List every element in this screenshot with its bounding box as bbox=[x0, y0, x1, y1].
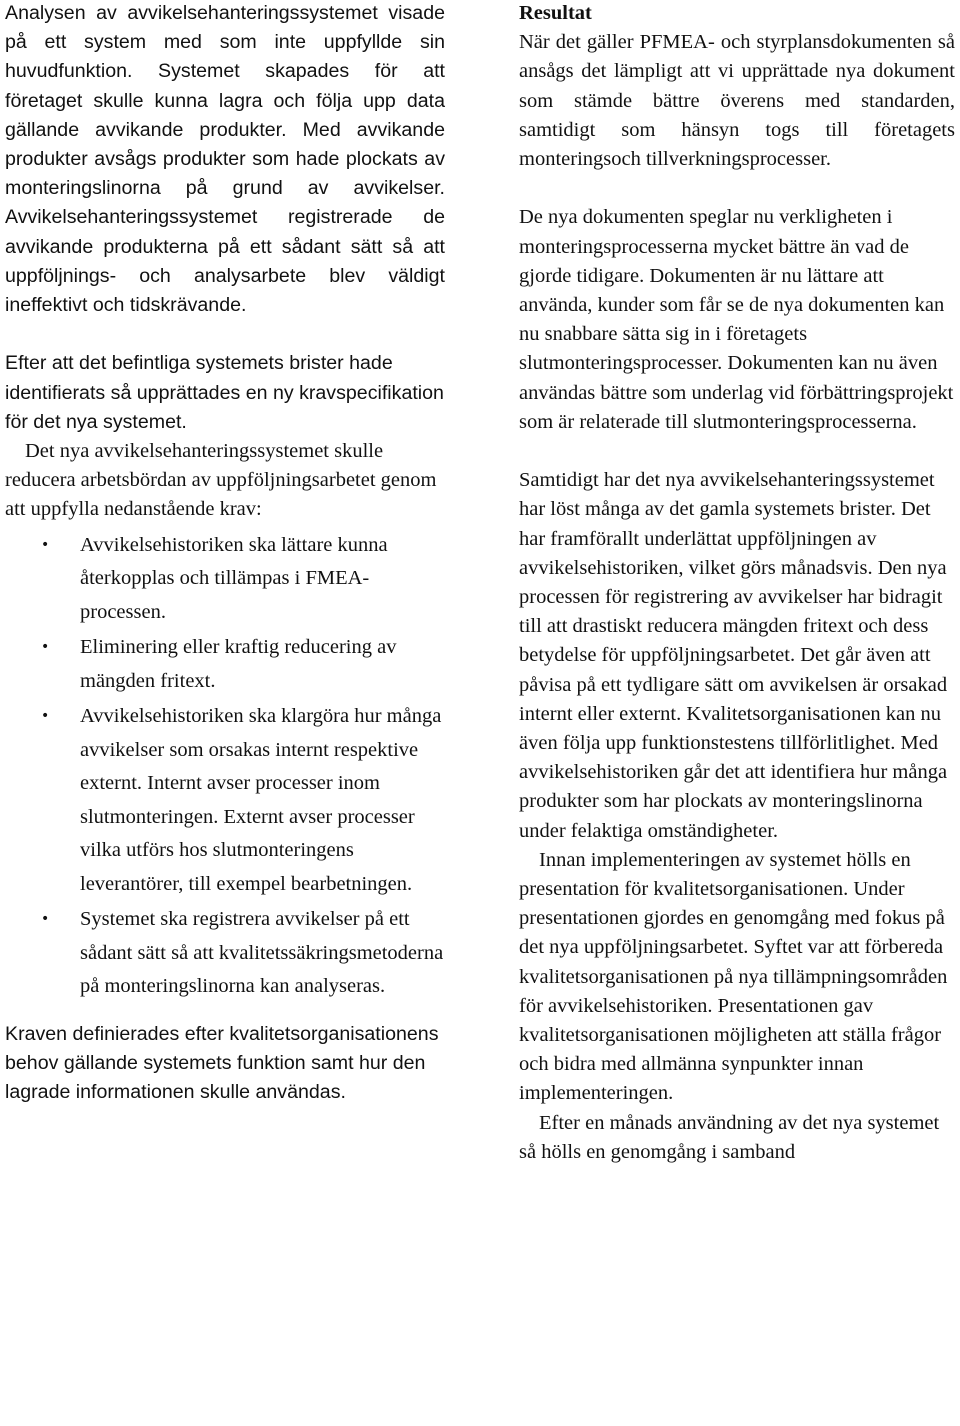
paragraph-new-documents: De nya dokumenten speglar nu verkligheten i monteringsprocesserna mycket bättre än vad de gjorde tidigare. Dokumenten är nu lättare att använda, kunder som får se de nya dokumenten kan nu snabbare sätta sig in i företagets slutmonteringsprocesser. Dokumenten kan nu även användas bättre som underlag vid förbättringsprojekt som är relaterade till slutmonteringsprocesserna. bbox=[519, 206, 954, 433]
right-column bbox=[519, 0, 955, 1167]
paragraph-analysis: Analysen av avvikelsehanteringssystemet visade på ett system med som inte uppfyllde sin huvudfunktion. Systemet skapades för att företaget skulle kunna lagra och följa upp data gällande avvikande produkter. Med avvikande produkter avsågs produkter som hade plockats av monteringslinorna på grund av avvikelser. Avvikelsehanteringssystemet registrerade de avvikande produkterna på ett sådant sätt så att uppföljnings- och analysarbete blev väldigt ineffektivt och tidskrävande. bbox=[5, 2, 445, 317]
paragraph-new-system-results: Samtidigt har det nya avvikelsehanteringssystemet har löst många av det gamla systemets brister. Det har framförallt underlättat uppföljningen av avvikelsehistoriken, vilket görs månadsvis. Den nya processen för registrering av avvikelser har bidragit till att drastiskt reducera mängden fritext och dess betydelse för uppföljningsarbetet. Det går även att påvisa på ett tydligare sätt om avvikelsen är orsakad internt eller externt. Kvalitetsorganisationen kan nu även följa upp funktionstestens tillförlitlighet. Med avvikelsehistoriken går det att identifiera hur många produkter som har plockats av monteringslinorna under felaktiga omständigheter. bbox=[519, 469, 948, 842]
paragraph-new-system: Det nya avvikelsehanteringssystemet skulle reducera arbetsbördan av uppföljningsarbetet genom att uppfylla nedanstående krav: bbox=[5, 440, 437, 521]
bullet-icon: • bbox=[41, 536, 50, 553]
left-column bbox=[5, 0, 445, 1107]
section-heading-resultat: Resultat bbox=[519, 2, 592, 24]
bullet-icon: • bbox=[41, 708, 50, 725]
paragraph-follow-up: Efter en månads användning av det nya systemet så hölls en genomgång i samband bbox=[519, 1111, 940, 1163]
bullet-icon: • bbox=[41, 639, 50, 656]
list-item: • Avvikelsehistoriken ska lättare kunna återkopplas och tillämpas i FMEA-processen. bbox=[5, 529, 445, 630]
list-item: • Avvikelsehistoriken ska klargöra hur många avvikelser som orsakas internt respektive externt. Internt avser processer inom slutmonteringen. Externt avser processer vilka utförs hos slutmonteringens leverantörer, till exempel bearbetningen. bbox=[5, 700, 445, 901]
paragraph-presentation: Innan implementeringen av systemet hölls en presentation för kvalitetsorganisationen. Under presentationen gjordes en genomgång med fokus på det nya uppföljningsarbetet. Syftet var att förbereda kvalitetsorganisationen på nya tillämpningsområden för avvikelsehistoriken. Presentationen gav kvalitetsorganisationen möjligheten att ställa frågor och bidra med allmänna synpunkter innan implementeringen. bbox=[519, 848, 948, 1105]
list-item: • Eliminering eller kraftig reducering av mängden fritext. bbox=[5, 631, 445, 698]
paragraph-requirements-intro: Efter att det befintliga systemets brister hade identifierats så upprättades en ny kravspecifikation för det nya systemet. bbox=[5, 352, 444, 433]
paragraph-requirements-defined: Kraven definierades efter kvalitetsorganisationens behov gällande systemets funktion samt hur den lagrade informationen skulle användas. bbox=[5, 1022, 439, 1104]
bullet-icon: • bbox=[41, 911, 50, 928]
list-item: • Systemet ska registrera avvikelser på ett sådant sätt så att kvalitetssäkringsmetoderna på monteringslinorna kan analyseras. bbox=[5, 903, 445, 1004]
paragraph-pfmea: När det gäller PFMEA- och styrplansdokumenten så ansågs det lämpligt att vi upprättade nya dokument som stämde bättre överens med standarden, samtidigt som hänsyn togs till företagets monteringsoch tillverkningsprocesser. bbox=[519, 31, 955, 171]
requirements-list bbox=[5, 529, 445, 1004]
